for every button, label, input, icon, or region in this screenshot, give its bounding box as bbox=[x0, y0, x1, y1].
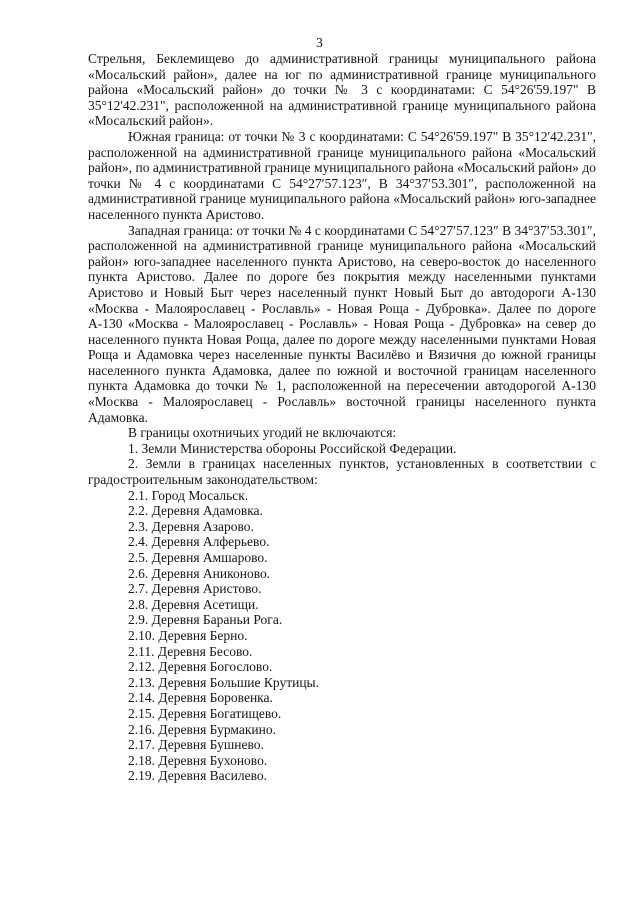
list-item: 2.9. Деревня Бараньи Рога. bbox=[128, 612, 283, 628]
paragraph-exclusion-2: 2. Земли в границах населенных пунктов, установленных в соответствии с градостроительным законодательством: bbox=[88, 456, 596, 488]
list-item: 2.18. Деревня Бухоново. bbox=[128, 752, 268, 768]
paragraph-exclusion-1: 1. Земли Министерства обороны Российской Федерации. bbox=[128, 440, 457, 456]
paragraph-southern-border: Южная граница: от точки № 3 с координатами: С 54°26'59.197" В 35°12'42.231", расположенной на административной границе муниципального района «Мосальский район», по административной границе муниципального района «Мосальский район» до точки № 4 с координатами С 54°27′57.123″, В 34°37′53.301″, расположенной на административной границе муниципального района «Мосальский район» юго-западнее населенного пункта Аристово. bbox=[88, 128, 596, 222]
list-item: 2.2. Деревня Адамовка. bbox=[128, 503, 263, 519]
list-item: 2.4. Деревня Алферьево. bbox=[128, 534, 270, 550]
list-item: 2.13. Деревня Большие Крутицы. bbox=[128, 674, 319, 690]
paragraph-continuation: Стрельня, Беклемищево до административной границы муниципального района «Мосальский район», далее на юг по административной границе муниципального района «Мосальский район» до точки № 3 с координатами: С 54°26'59.197" В 35°12'42.231", расположенной на административной границе муниципального района «Мосальский район». bbox=[88, 51, 596, 129]
document-body bbox=[88, 51, 596, 784]
list-item: 2.8. Деревня Асетищи. bbox=[128, 596, 259, 612]
list-item: 2.14. Деревня Боровенка. bbox=[128, 690, 273, 706]
list-item: 2.5. Деревня Амшарово. bbox=[128, 550, 268, 565]
settlement-list bbox=[88, 488, 596, 784]
list-item: 2.17. Деревня Бушнево. bbox=[128, 737, 264, 753]
list-item: 2.16. Деревня Бурмакино. bbox=[128, 721, 276, 737]
list-item: 2.1. Город Мосальск. bbox=[128, 487, 249, 503]
list-item: 2.11. Деревня Бесово. bbox=[128, 643, 253, 659]
page-number: 3 bbox=[316, 35, 323, 50]
list-item: 2.15. Деревня Богатищево. bbox=[128, 705, 282, 721]
list-item: 2.6. Деревня Аниконово. bbox=[128, 565, 271, 581]
list-item: 2.7. Деревня Аристово. bbox=[128, 581, 262, 597]
paragraph-western-border: Западная граница: от точки № 4 с координатами С 54°27′57.123″ В 34°37′53.301″, расположенной на административной границе муниципального района «Мосальский район» юго-западнее населенного пункта Аристово, на северо-восток до населенного пункта Аристово. Далее по дороге без покрытия между населенными пунктами Аристово и Новый Быт через населенный пункт Новый Быт до автодороги А-130 «Москва - Малоярославец - Рославль» - Новая Роща - Дубровка». Далее по дороге А-130 «Москва - Малоярославец - Рославль» - Новая Роща - Дубровка» на север до населенного пункта Новая Роща, далее по дороге между населенными пунктами Новая Роща и Адамовка через населенные пункты Василёво и Вязичня до южной границы населенного пункта Адамовка, далее по южной и восточной границам населенного пункта Адамовка до точки № 1, расположенной на пересечении автодорогой А-130 «Москва - Малоярославец - Рославль» восточной границы населенного пункта Адамовка. bbox=[88, 222, 597, 425]
paragraph-exclusions-heading: В границы охотничьих угодий не включаются: bbox=[128, 425, 397, 441]
list-item: 2.3. Деревня Азарово. bbox=[128, 518, 254, 534]
list-item: 2.12. Деревня Богослово. bbox=[128, 659, 273, 675]
list-item: 2.10. Деревня Берно. bbox=[128, 627, 248, 643]
list-item: 2.19. Деревня Василево. bbox=[128, 768, 268, 784]
